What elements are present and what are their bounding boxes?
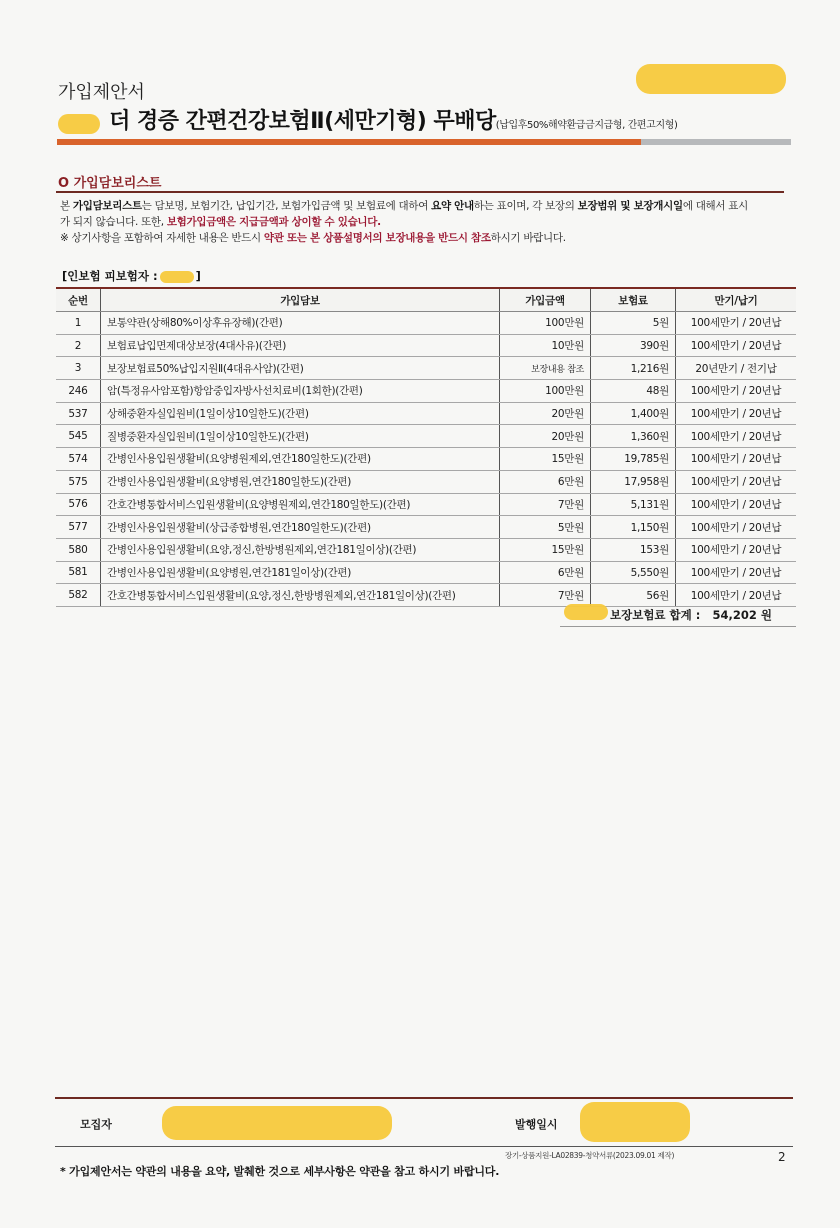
coverage-table [56,287,796,607]
row-term: 100세만기 / 20년납 [676,470,797,493]
row-coverage-name: 간호간병통합서비스입원생활비(요양,정신,한방병원제외,연간181일이상)(간편) [101,584,500,607]
row-premium: 17,958원 [591,470,676,493]
row-amount: 10만원 [500,334,591,357]
row-number: 1 [56,312,101,335]
row-premium: 48원 [591,380,676,403]
row-amount: 7만원 [500,584,591,607]
redacted-issue-date [580,1102,690,1142]
row-coverage-name: 간호간병통합서비스입원생활비(요양병원제외,연간180일한도)(간편) [101,493,500,516]
header-premium: 보험료 [591,288,676,312]
row-number: 574 [56,448,101,471]
row-term: 100세만기 / 20년납 [676,402,797,425]
row-coverage-name: 질병중환자실입원비(1일이상10일한도)(간편) [101,425,500,448]
row-coverage-name: 간병인사용입원생활비(상급종합병원,연간180일한도)(간편) [101,516,500,539]
intro-line-2: 가 되지 않습니다. 또한, 보험가입금액은 지급금액과 상이할 수 있습니다. [60,216,381,228]
table-row [56,516,796,539]
section-divider [56,191,784,193]
intro-text [60,198,790,246]
table-row [56,380,796,403]
recruiter-label: 모집자 [80,1118,112,1131]
row-amount: 100만원 [500,380,591,403]
row-premium: 5,131원 [591,493,676,516]
footer-disclaimer: * 가입제안서는 약관의 내용을 요약, 발췌한 것으로 세부사항은 약관을 참고 하시기 바랍니다. [60,1165,500,1178]
row-coverage-name: 암(특정유사암포함)항암중입자방사선치료비(1회한)(간편) [101,380,500,403]
row-term: 100세만기 / 20년납 [676,493,797,516]
row-premium: 5,550원 [591,561,676,584]
header-no: 순번 [56,288,101,312]
intro-line-3: ※ 상기사항을 포함하여 자세한 내용은 반드시 약관 또는 본 상품설명서의 보장내용을 반드시 참조하시기 바랍니다. [60,232,566,244]
table-row [56,425,796,448]
redacted-company-name [58,114,100,134]
row-amount: 15만원 [500,448,591,471]
row-coverage-name: 상해중환자실입원비(1일이상10일한도)(간편) [101,402,500,425]
document-label: 가입제안서 [58,82,145,103]
row-premium: 1,216원 [591,357,676,380]
title-accent-bar [57,139,791,145]
row-premium: 1,360원 [591,425,676,448]
row-term: 100세만기 / 20년납 [676,334,797,357]
redacted-recruiter [162,1106,392,1140]
header-amount: 가입금액 [500,288,591,312]
row-premium: 19,785원 [591,448,676,471]
row-number: 576 [56,493,101,516]
row-term: 100세만기 / 20년납 [676,516,797,539]
row-term: 20년만기 / 전기납 [676,357,797,380]
row-premium: 56원 [591,584,676,607]
product-subtitle: (납입후50%해약환급금지급형, 간편고지형) [495,120,678,131]
total-value: 54,202 원 [712,608,772,622]
row-term: 100세만기 / 20년납 [676,448,797,471]
row-premium: 153원 [591,538,676,561]
table-row [56,334,796,357]
page-number: 2 [778,1150,786,1164]
row-term: 100세만기 / 20년납 [676,425,797,448]
footer-divider-bottom [55,1146,793,1147]
row-coverage-name: 보험료납입면제대상보장(4대사유)(간편) [101,334,500,357]
total-premium-row [560,602,796,627]
footer-divider-top [55,1097,793,1099]
row-amount: 20만원 [500,402,591,425]
row-term: 100세만기 / 20년납 [676,584,797,607]
row-amount: 6만원 [500,470,591,493]
row-number: 246 [56,380,101,403]
product-title: 더 경증 간편건강보험Ⅱ(세만기형) 무배당 [109,109,496,134]
accent-bar-gray [641,139,791,145]
row-number: 537 [56,402,101,425]
table-row [56,312,796,335]
table-row [56,470,796,493]
insured-label: [인보험 피보험자 : ] [62,269,201,283]
table-row [56,357,796,380]
redacted-total-prefix [564,604,608,620]
table-header-row [56,288,796,312]
row-coverage-name: 보통약관(상해80%이상후유장해)(간편) [101,312,500,335]
row-number: 580 [56,538,101,561]
row-coverage-name: 간병인사용입원생활비(요양병원제외,연간180일한도)(간편) [101,448,500,471]
row-coverage-name: 간병인사용입원생활비(요양병원,연간181일이상)(간편) [101,561,500,584]
row-premium: 1,150원 [591,516,676,539]
header-coverage: 가입담보 [101,288,500,312]
row-premium: 390원 [591,334,676,357]
intro-line-1: 본 가입담보리스트는 담보명, 보험기간, 납입기간, 보험가입금액 및 보험료에 대하여 요약 안내하는 표이며, 각 보장의 보장범위 및 보장개시일에 대해서 표시 [60,200,748,212]
table-row [56,402,796,425]
row-term: 100세만기 / 20년납 [676,561,797,584]
row-amount: 보장내용 참조 [500,357,591,380]
row-term: 100세만기 / 20년납 [676,380,797,403]
row-number: 3 [56,357,101,380]
product-title-row [58,104,677,135]
header-term: 만기/납기 [676,288,797,312]
row-amount: 7만원 [500,493,591,516]
row-coverage-name: 간병인사용입원생활비(요양,정신,한방병원제외,연간181일이상)(간편) [101,538,500,561]
table-row [56,493,796,516]
redacted-insured-name [160,271,194,283]
row-premium: 1,400원 [591,402,676,425]
row-number: 582 [56,584,101,607]
row-premium: 5원 [591,312,676,335]
row-number: 581 [56,561,101,584]
table-row [56,561,796,584]
issue-date-label: 발행일시 [515,1118,558,1131]
row-number: 2 [56,334,101,357]
table-row [56,448,796,471]
row-coverage-name: 보장보험료50%납입지원Ⅱ(4대유사암)(간편) [101,357,500,380]
row-number: 545 [56,425,101,448]
section-title: O 가입담보리스트 [58,176,162,191]
table-row [56,538,796,561]
row-amount: 100만원 [500,312,591,335]
row-number: 575 [56,470,101,493]
total-label: 보장보험료 합계 : [610,608,701,622]
row-coverage-name: 간병인사용입원생활비(요양병원,연간180일한도)(간편) [101,470,500,493]
row-amount: 20만원 [500,425,591,448]
row-amount: 5만원 [500,516,591,539]
row-amount: 6만원 [500,561,591,584]
redacted-company-logo [636,64,786,94]
row-term: 100세만기 / 20년납 [676,312,797,335]
row-term: 100세만기 / 20년납 [676,538,797,561]
accent-bar-orange [57,139,641,145]
document-code: 장기-상품지원-LA02839-청약서류(2023.09.01 제작) [505,1151,675,1160]
row-amount: 15만원 [500,538,591,561]
row-number: 577 [56,516,101,539]
